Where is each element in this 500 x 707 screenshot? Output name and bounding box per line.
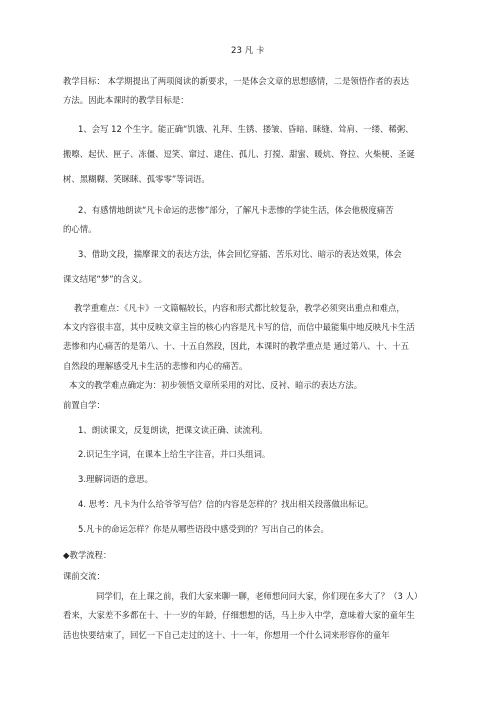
process-paragraph-line: 同学们，在上课之前，我们大家来聊一聊，老师想问问大家，你们现在多大了？（3 人） <box>96 591 423 601</box>
process-paragraph-line: 活也快要结束了，回忆一下自己走过的这十、十一年，你想用一个什么词来形容你的童年 <box>63 630 390 640</box>
page-title: 23 凡 卡 <box>231 46 265 56</box>
preview-item: 5.凡卡的命运怎样？你是从哪些语段中感受到的？写出自己的体会。 <box>78 524 329 534</box>
goal-item-2: 2、有感情地朗读“凡卡命运的悲惨”部分，了解凡卡悲惨的学徒生活，体会他极度痛苦 <box>78 205 394 215</box>
preview-heading: 前置自学： <box>63 400 105 410</box>
preview-item: 1、朗读课文，反复朗读，把课文读正确、读流利。 <box>78 425 268 435</box>
preview-item: 2.识记生字词，在课本上给生字注音，并口头组词。 <box>78 449 271 459</box>
focus-line: 悲惨和内心痛苦的是第八、十、十五自然段，因此，本课时的教学重点是 通过第八、十、十五 <box>63 341 410 351</box>
goal-item-3-cont: 课文结尾“梦”的含义。 <box>63 274 148 284</box>
focus-line: 自然段的理解感受凡卡生活的悲惨和内心的痛苦。 <box>63 361 248 371</box>
goals-line: 方法。因此本课时的教学目标是： <box>63 95 189 105</box>
goal-item-1-cont: 搬嚓、起伏、匣子、冻僵、逗笑、窜过、逮住、孤儿、打搅、甜蜜、暖炕、脊拉、火柴梗、圣诞 <box>63 149 415 159</box>
goal-item-3: 3、借助文段，揣摩课文的表达方法，体会回忆穿插、苦乐对比、暗示的表达效果，体会 <box>78 249 402 259</box>
process-paragraph-line: 看来，大家差不多都在十、十一岁的年龄，仔细想想的话，马上步入中学，意味着大家的童年生 <box>63 610 415 620</box>
preview-item: 3.理解词语的意思。 <box>78 474 153 484</box>
goal-item-1-cont: 树、黑糊糊、笑眯眯、孤零零”等词语。 <box>63 174 210 184</box>
goal-item-1: 1、会写 12 个生字。能正确“饥饿、礼拜、生锈、搂皱、昏暗、眯缝、耸肩、一缕、稀粥、 <box>78 124 414 134</box>
focus-line: 本文内容很丰富，其中反映文章主旨的核心内容是凡卡写的信，而信中最能集中地反映凡卡生活 <box>63 322 415 332</box>
goals-line: 教学目标： 本学期提出了两项阅读的新要求，一是体会文章的思想感情，二是领悟作者的表达 <box>63 76 410 86</box>
difficulty-line: 本文的教学难点确定为：初步领悟文章所采用的对比、反衬、暗示的表达方法。 <box>69 380 363 390</box>
process-subheading: 课前交流： <box>63 571 105 581</box>
focus-line: 教学重难点：《凡卡》一文篇幅较长，内容和形式都比较复杂，教学必须突出重点和难点， <box>74 303 405 313</box>
process-heading: ◆教学流程： <box>63 550 112 560</box>
preview-item: 4. 思考：凡卡为什么给爷爷写信？信的内容是怎样的？找出相关段落做出标记。 <box>78 499 374 509</box>
goal-item-2-cont: 的心情。 <box>63 224 97 234</box>
